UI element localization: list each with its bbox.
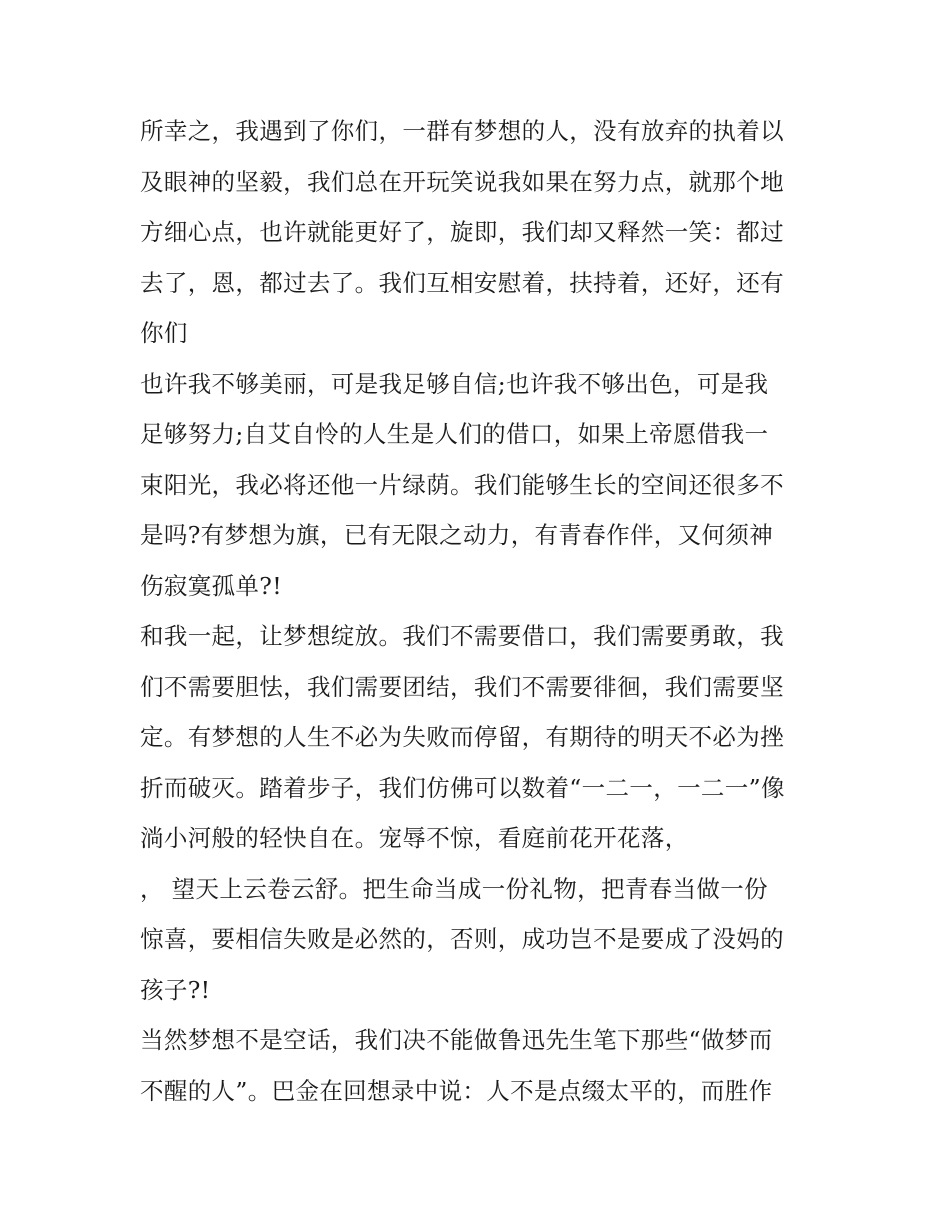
- text-line: 你们: [140, 319, 188, 347]
- text-line: 折而破灭。踏着步子，我们仿佛可以数着“一二一，一二一”像: [140, 773, 785, 802]
- text-line: 当然梦想不是空话，我们决不能做鲁迅先生笔下那些“做梦而: [140, 1026, 773, 1054]
- text-line: 不醒的人”。巴金在回想录中说：人不是点缀太平的，而胜作: [140, 1076, 773, 1105]
- text-line: 定。有梦想的人生不必为失败而停留，有期待的明天不必为挫: [140, 723, 784, 751]
- text-line: 惊喜，要相信失败是必然的，否则，成功岂不是要成了没妈的: [140, 925, 784, 953]
- text-line: 是吗?有梦想为旗，已有无限之动力，有青春作伴，又何须神: [140, 521, 774, 549]
- text-line: 方细心点，也许就能更好了，旋即，我们却又释然一笑：都过: [140, 218, 784, 246]
- text-line: 及眼神的坚毅，我们总在开玩笑说我如果在努力点，就那个地: [140, 167, 784, 196]
- text-line: 足够努力;自艾自怜的人生是人们的借口，如果上帝愿借我一: [140, 420, 769, 448]
- text-line: 束阳光，我必将还他一片绿荫。我们能够生长的空间还很多不: [140, 470, 784, 499]
- text-line: 伤寂寞孤单?!: [140, 571, 282, 600]
- text-line: 所幸之，我遇到了你们，一群有梦想的人，没有放弃的执着以: [140, 117, 784, 145]
- text-line: 孩子?!: [140, 975, 211, 1004]
- text-line: 去了，恩，都过去了。我们互相安慰着，扶持着，还好，还有: [140, 268, 784, 297]
- text-line: 淌小河般的轻快自在。宠辱不惊，看庭前花开花落，: [140, 824, 689, 852]
- text-line: 和我一起，让梦想绽放。我们不需要借口，我们需要勇敢，我: [140, 622, 784, 650]
- body-text: [140, 106, 830, 1116]
- text-line: 也许我不够美丽，可是我足够自信;也许我不够出色，可是我: [140, 369, 769, 398]
- text-line: ， 望天上云卷云舒。把生命当成一份礼物，把青春当做一份: [140, 874, 768, 903]
- text-line: 们不需要胆怯，我们需要团结，我们不需要徘徊，我们需要坚: [140, 672, 784, 701]
